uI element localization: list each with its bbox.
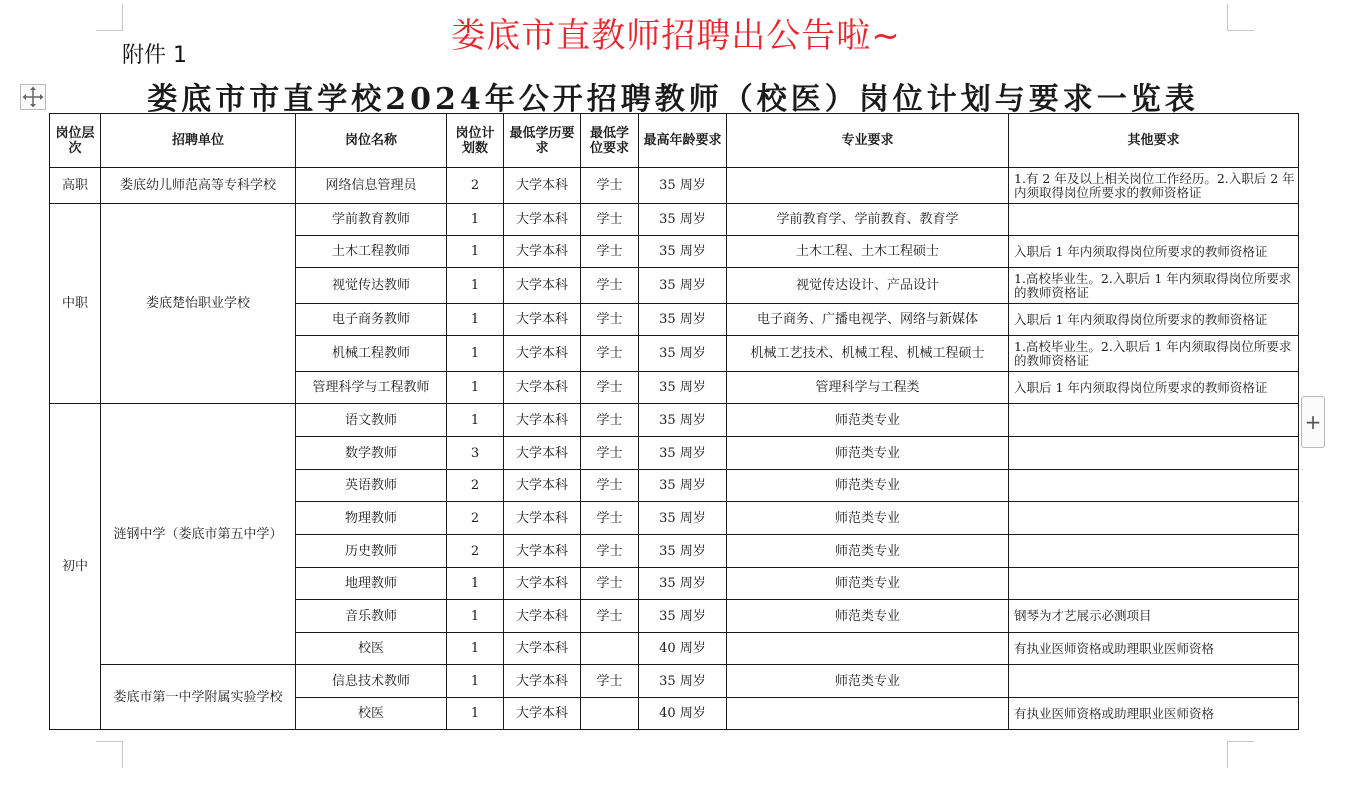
education-cell: 大学本科 <box>504 470 581 502</box>
age-cell: 35 周岁 <box>639 168 727 204</box>
major-cell <box>727 633 1009 665</box>
major-cell: 师范类专业 <box>727 502 1009 535</box>
degree-cell: 学士 <box>581 502 639 535</box>
table-header-row <box>50 114 1299 168</box>
other-cell <box>1009 437 1299 470</box>
age-cell: 35 周岁 <box>639 470 727 502</box>
post-cell: 音乐教师 <box>296 600 447 633</box>
unit-cell: 娄底楚怡职业学校 <box>101 204 296 404</box>
post-cell: 英语教师 <box>296 470 447 502</box>
count-cell: 1 <box>447 698 504 730</box>
count-cell: 1 <box>447 404 504 437</box>
other-cell <box>1009 535 1299 568</box>
age-cell: 35 周岁 <box>639 204 727 236</box>
major-cell: 学前教育学、学前教育、教育学 <box>727 204 1009 236</box>
other-cell: 1.有 2 年及以上相关岗位工作经历。2.入职后 2 年内须取得岗位所要求的教师资格证 <box>1009 168 1299 204</box>
header-unit: 招聘单位 <box>101 114 296 168</box>
other-cell: 有执业医师资格或助理职业医师资格 <box>1009 633 1299 665</box>
major-cell: 管理科学与工程类 <box>727 372 1009 404</box>
other-cell: 入职后 1 年内须取得岗位所要求的教师资格证 <box>1009 236 1299 268</box>
page-corner-mark <box>1227 741 1254 768</box>
education-cell: 大学本科 <box>504 568 581 600</box>
other-cell: 有执业医师资格或助理职业医师资格 <box>1009 698 1299 730</box>
major-cell: 机械工艺技术、机械工程、机械工程硕士 <box>727 336 1009 372</box>
other-cell <box>1009 404 1299 437</box>
other-cell: 钢琴为才艺展示必测项目 <box>1009 600 1299 633</box>
education-cell: 大学本科 <box>504 600 581 633</box>
education-cell: 大学本科 <box>504 698 581 730</box>
education-cell: 大学本科 <box>504 535 581 568</box>
table-row <box>50 168 1299 204</box>
degree-cell: 学士 <box>581 168 639 204</box>
degree-cell: 学士 <box>581 236 639 268</box>
degree-cell: 学士 <box>581 204 639 236</box>
major-cell: 电子商务、广播电视学、网络与新媒体 <box>727 304 1009 336</box>
post-cell: 物理教师 <box>296 502 447 535</box>
degree-cell: 学士 <box>581 665 639 698</box>
post-cell: 校医 <box>296 698 447 730</box>
level-cell: 中职 <box>50 204 101 404</box>
education-cell: 大学本科 <box>504 268 581 304</box>
count-cell: 1 <box>447 236 504 268</box>
unit-cell: 娄底幼儿师范高等专科学校 <box>101 168 296 204</box>
major-cell: 师范类专业 <box>727 665 1009 698</box>
table-row <box>50 204 1299 236</box>
age-cell: 35 周岁 <box>639 437 727 470</box>
count-cell: 1 <box>447 600 504 633</box>
degree-cell: 学士 <box>581 268 639 304</box>
degree-cell: 学士 <box>581 304 639 336</box>
unit-cell: 娄底市第一中学附属实验学校 <box>101 665 296 730</box>
other-cell: 入职后 1 年内须取得岗位所要求的教师资格证 <box>1009 304 1299 336</box>
degree-cell: 学士 <box>581 470 639 502</box>
page-corner-mark <box>96 741 123 768</box>
degree-cell: 学士 <box>581 437 639 470</box>
post-cell: 数学教师 <box>296 437 447 470</box>
count-cell: 2 <box>447 535 504 568</box>
degree-cell: 学士 <box>581 336 639 372</box>
education-cell: 大学本科 <box>504 502 581 535</box>
age-cell: 35 周岁 <box>639 404 727 437</box>
post-cell: 机械工程教师 <box>296 336 447 372</box>
post-cell: 地理教师 <box>296 568 447 600</box>
post-cell: 历史教师 <box>296 535 447 568</box>
header-other: 其他要求 <box>1009 114 1299 168</box>
count-cell: 1 <box>447 268 504 304</box>
post-cell: 信息技术教师 <box>296 665 447 698</box>
other-cell <box>1009 204 1299 236</box>
major-cell: 视觉传达设计、产品设计 <box>727 268 1009 304</box>
other-cell <box>1009 665 1299 698</box>
post-cell: 管理科学与工程教师 <box>296 372 447 404</box>
education-cell: 大学本科 <box>504 236 581 268</box>
major-cell: 土木工程、土木工程硕士 <box>727 236 1009 268</box>
count-cell: 1 <box>447 304 504 336</box>
count-cell: 1 <box>447 372 504 404</box>
count-cell: 1 <box>447 633 504 665</box>
age-cell: 35 周岁 <box>639 268 727 304</box>
count-cell: 2 <box>447 470 504 502</box>
other-cell: 1.高校毕业生。2.入职后 1 年内须取得岗位所要求的教师资格证 <box>1009 336 1299 372</box>
post-cell: 电子商务教师 <box>296 304 447 336</box>
education-cell: 大学本科 <box>504 633 581 665</box>
other-cell: 1.高校毕业生。2.入职后 1 年内须取得岗位所要求的教师资格证 <box>1009 268 1299 304</box>
age-cell: 35 周岁 <box>639 665 727 698</box>
education-cell: 大学本科 <box>504 204 581 236</box>
degree-cell <box>581 698 639 730</box>
header-major: 专业要求 <box>727 114 1009 168</box>
degree-cell: 学士 <box>581 535 639 568</box>
education-cell: 大学本科 <box>504 372 581 404</box>
post-cell: 视觉传达教师 <box>296 268 447 304</box>
header-count: 岗位计划数 <box>447 114 504 168</box>
education-cell: 大学本科 <box>504 404 581 437</box>
attachment-label: 附件 1 <box>122 43 187 68</box>
post-cell: 校医 <box>296 633 447 665</box>
degree-cell: 学士 <box>581 372 639 404</box>
header-post: 岗位名称 <box>296 114 447 168</box>
post-cell: 学前教育教师 <box>296 204 447 236</box>
header-degree: 最低学位要求 <box>581 114 639 168</box>
table-move-handle-icon[interactable] <box>20 84 46 110</box>
count-cell: 1 <box>447 336 504 372</box>
age-cell: 35 周岁 <box>639 304 727 336</box>
recruitment-plan-table <box>49 113 1299 730</box>
degree-cell: 学士 <box>581 600 639 633</box>
other-cell <box>1009 470 1299 502</box>
table-row <box>50 665 1299 698</box>
count-cell: 1 <box>447 568 504 600</box>
degree-cell: 学士 <box>581 568 639 600</box>
announcement-banner: 娄底市直教师招聘出公告啦~ <box>451 16 901 56</box>
add-column-button[interactable]: + <box>1301 396 1325 448</box>
age-cell: 35 周岁 <box>639 535 727 568</box>
education-cell: 大学本科 <box>504 437 581 470</box>
unit-cell: 涟钢中学（娄底市第五中学） <box>101 404 296 665</box>
other-cell <box>1009 502 1299 535</box>
document-title: 娄底市市直学校2024年公开招聘教师（校医）岗位计划与要求一览表 <box>147 82 1199 117</box>
age-cell: 35 周岁 <box>639 502 727 535</box>
other-cell: 入职后 1 年内须取得岗位所要求的教师资格证 <box>1009 372 1299 404</box>
count-cell: 3 <box>447 437 504 470</box>
age-cell: 35 周岁 <box>639 600 727 633</box>
count-cell: 1 <box>447 204 504 236</box>
header-level: 岗位层次 <box>50 114 101 168</box>
header-education: 最低学历要求 <box>504 114 581 168</box>
count-cell: 2 <box>447 168 504 204</box>
degree-cell <box>581 633 639 665</box>
level-cell: 高职 <box>50 168 101 204</box>
age-cell: 35 周岁 <box>639 568 727 600</box>
count-cell: 2 <box>447 502 504 535</box>
post-cell: 语文教师 <box>296 404 447 437</box>
other-cell <box>1009 568 1299 600</box>
major-cell: 师范类专业 <box>727 470 1009 502</box>
major-cell <box>727 168 1009 204</box>
major-cell: 师范类专业 <box>727 437 1009 470</box>
major-cell: 师范类专业 <box>727 404 1009 437</box>
education-cell: 大学本科 <box>504 304 581 336</box>
education-cell: 大学本科 <box>504 168 581 204</box>
header-age: 最高年龄要求 <box>639 114 727 168</box>
age-cell: 35 周岁 <box>639 372 727 404</box>
age-cell: 35 周岁 <box>639 336 727 372</box>
age-cell: 40 周岁 <box>639 698 727 730</box>
degree-cell: 学士 <box>581 404 639 437</box>
major-cell: 师范类专业 <box>727 568 1009 600</box>
major-cell: 师范类专业 <box>727 600 1009 633</box>
table-row <box>50 404 1299 437</box>
count-cell: 1 <box>447 665 504 698</box>
major-cell <box>727 698 1009 730</box>
age-cell: 35 周岁 <box>639 236 727 268</box>
post-cell: 网络信息管理员 <box>296 168 447 204</box>
age-cell: 40 周岁 <box>639 633 727 665</box>
post-cell: 土木工程教师 <box>296 236 447 268</box>
education-cell: 大学本科 <box>504 336 581 372</box>
major-cell: 师范类专业 <box>727 535 1009 568</box>
level-cell: 初中 <box>50 404 101 730</box>
education-cell: 大学本科 <box>504 665 581 698</box>
